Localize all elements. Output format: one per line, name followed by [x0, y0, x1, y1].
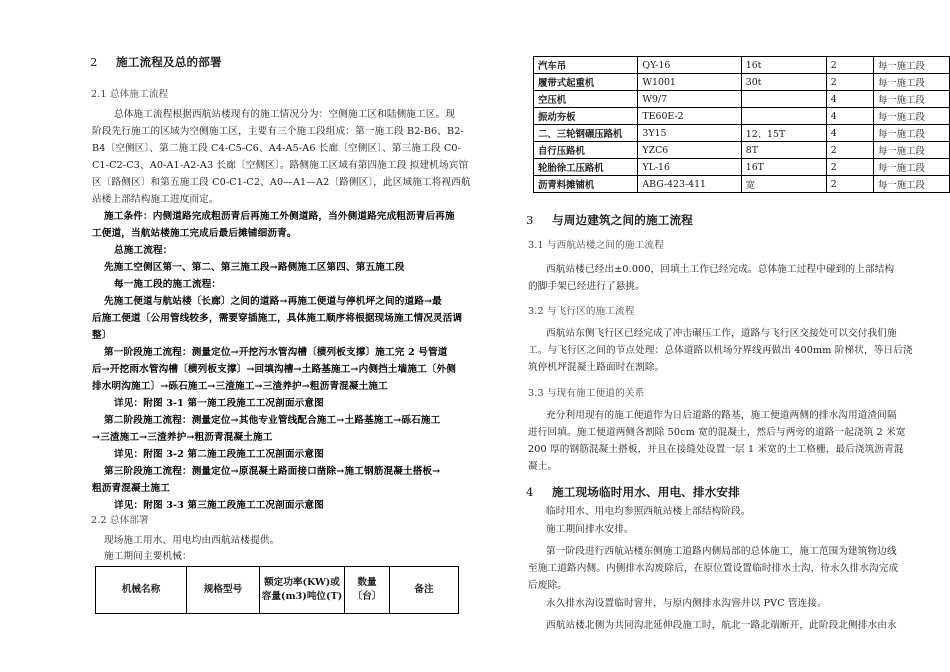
paragraph-line: 西航站东侧飞行区已经完成了冲击碾压工作，道路与飞行区交接处可以交付我们施 — [546, 328, 897, 339]
each-flow-line: 后施工便道〔公用管线较多，需要穿插施工，具体施工顺序将根据现场施工情况灵活调 — [92, 313, 463, 324]
equipment-qty: 4 — [826, 125, 873, 142]
paragraph-line: 凝土。 — [528, 461, 558, 472]
equipment-name: 自行压路机 — [534, 142, 638, 159]
paragraph-line: B4〔空侧区〕、第二施工段 C4-C5-C6、A4-A5-A6 长廊〔空侧区〕、第三施工段 C0- — [92, 143, 461, 154]
equipment-name: 沥青料摊铺机 — [534, 176, 638, 193]
paragraph-line: 站楼上部结构施工进度而定。 — [92, 194, 219, 205]
section-3-3-heading: 3.3 与现有施工便道的关系 — [528, 388, 645, 399]
paragraph-line: 第一阶段进行西航站楼东侧施工道路内侧局部的总体施工，施工范围为建筑物边线 — [546, 546, 897, 557]
equipment-note: 每一施工段 — [874, 91, 950, 108]
equipment-row — [534, 74, 950, 91]
equipment-model: ABG-423-411 — [638, 176, 741, 193]
paragraph-line: 200 厚的钢筋混凝土搭板，并且在接缝处设置一层 1 米宽的土工格栅，最后浇筑沥青混 — [528, 444, 904, 455]
paragraph-line: 施工期间主要机械： — [104, 551, 192, 562]
paragraph-line: 的脚手架已经进行了悬挑。 — [528, 281, 645, 292]
paragraph-line: 现场施工用水、用电均由西航站楼提供。 — [104, 535, 280, 546]
total-flow-label: 总施工流程： — [114, 245, 173, 256]
header-power-capacity: 额定功率(KW)或 容量(m3)吨位(T) — [260, 567, 345, 614]
equipment-row — [534, 91, 950, 108]
equipment-model: W1001 — [638, 74, 741, 91]
equipment-name: 履带式起重机 — [534, 74, 638, 91]
equipment-spec: 宽 — [741, 176, 826, 193]
see-figure-3-1: 详见：附图 3-1 第一施工段施工工况剖面示意图 — [114, 398, 324, 409]
equipment-spec — [741, 108, 826, 125]
phase1-line: 后→开挖雨水管沟槽〔横列板支撑〕→回填沟槽→土路基施工→内侧挡土墙施工〔外侧 — [92, 364, 457, 375]
paragraph-line: 阶段先行施工的区域为空侧施工区，主要有三个施工段组成：第一施工段 B2-B6、B2- — [92, 126, 464, 137]
section-number: 3 — [526, 213, 534, 227]
paragraph-line: 西航站楼北侧为共同沟北延伸段施工时，航北一路北端断开，此阶段北侧排水由永 — [546, 620, 897, 631]
section-4-heading — [526, 486, 740, 498]
equipment-spec: 16T — [741, 159, 826, 176]
header-model: 规格型号 — [187, 567, 260, 614]
equipment-model: YZC6 — [638, 142, 741, 159]
paragraph-line: 进行回填。施工便道两侧各割除 50cm 宽的混凝土，然后与两旁的道路一起浇筑 2 米宽 — [528, 427, 906, 438]
equipment-row — [534, 57, 950, 74]
section-title: 施工现场临时用水、用电、排水安排 — [552, 485, 740, 499]
phase2-line: →三渣施工→三渣养护→粗沥青混凝土施工 — [92, 432, 273, 443]
equipment-note: 每一施工段 — [874, 159, 950, 176]
phase3-line: 第三阶段施工流程：测量定位→原混凝土路面接口凿除→施工钢筋混凝土搭板→ — [104, 466, 441, 477]
header-machine-name: 机械名称 — [96, 567, 187, 614]
equipment-model: W9/7 — [638, 91, 741, 108]
see-figure-3-3: 详见：附图 3-3 第三施工段施工工况剖面示意图 — [114, 500, 324, 511]
equipment-qty: 4 — [826, 91, 873, 108]
equipment-name: 二、三轮钢碾压路机 — [534, 125, 638, 142]
equipment-qty: 4 — [826, 108, 873, 125]
equipment-qty: 2 — [826, 159, 873, 176]
equipment-qty: 2 — [826, 176, 873, 193]
equipment-note: 每一施工段 — [874, 176, 950, 193]
equipment-row — [534, 142, 950, 159]
equipment-model: TE60E-2 — [638, 108, 741, 125]
condition-line: 施工条件：内侧道路完成粗沥青后再施工外侧道路，当外侧道路完成粗沥青后再施 — [104, 211, 455, 222]
header-quantity: 数量 〔台〕 — [345, 567, 390, 614]
paragraph-line: 总体施工流程根据西航站楼现有的施工情况分为：空侧施工区和陆侧施工区。现 — [114, 109, 456, 120]
equipment-note: 每一施工段 — [874, 142, 950, 159]
section-number: 4 — [526, 485, 534, 499]
section-2-1-heading: 2.1 总体施工流程 — [91, 89, 169, 100]
equipment-model: 3Y15 — [638, 125, 741, 142]
equipment-note: 每一施工段 — [874, 108, 950, 125]
paragraph-line: 施工期间排水安排。 — [546, 524, 634, 535]
equipment-table — [533, 56, 950, 193]
phase3-line: 粗沥青混凝土施工 — [92, 483, 170, 494]
header-note: 备注 — [390, 567, 459, 614]
equipment-spec: 8T — [741, 142, 826, 159]
section-2-2-heading: 2.2 总体部署 — [91, 515, 149, 526]
total-flow: 先施工空侧区第一、第二、第三施工段→路侧施工区第四、第五施工段 — [104, 262, 405, 273]
equipment-name: 振动夯板 — [534, 108, 638, 125]
paragraph-line: C1-C2-C3、A0-A1-A2-A3 长廊〔空侧区〕。路侧施工区域有第四施工段 拟建机场宾馆 — [92, 160, 469, 171]
paragraph-line: 筑停机坪混凝土路面时在割除。 — [528, 362, 665, 373]
section-title: 与周边建筑之间的施工流程 — [552, 213, 693, 227]
equipment-note: 每一施工段 — [874, 57, 950, 74]
machinery-table-header — [95, 566, 459, 614]
paragraph-line: 区〔路侧区〕和第五施工段 C0-C1-C2、A0—A1—A2〔路侧区〕，此区域施工将视西航 — [92, 177, 471, 188]
paragraph-line: 永久排水沟设置临时窨井，与原内侧排水沟窨井以 PVC 管连接。 — [546, 598, 827, 609]
section-3-heading — [526, 214, 693, 226]
equipment-spec: 30t — [741, 74, 826, 91]
section-number: 2 — [90, 55, 98, 69]
paragraph-line: 至施工道路内侧。内侧排水沟废除后，在原位置设置临时排水土沟，待永久排水沟完成 — [528, 563, 899, 574]
section-3-1-heading: 3.1 与西航站楼之间的施工流程 — [528, 240, 664, 251]
paragraph-line: 西航站楼已经出±0.000，回填土工作已经完成。总体施工过程中碰到的上部结构 — [546, 264, 895, 275]
condition-line: 工便道，当航站楼施工完成后最后摊铺细沥青。 — [92, 228, 297, 239]
section-3-2-heading: 3.2 与飞行区的施工流程 — [528, 306, 635, 317]
paragraph-line: 临时用水、用电均参照西航站楼上部结构阶段。 — [546, 506, 751, 517]
equipment-spec — [741, 91, 826, 108]
equipment-model: YL-16 — [638, 159, 741, 176]
each-flow-line: 整〕 — [92, 330, 112, 341]
paragraph-line: 后废除。 — [528, 580, 567, 591]
equipment-note: 每一施工段 — [874, 74, 950, 91]
equipment-row — [534, 125, 950, 142]
equipment-row — [534, 108, 950, 125]
equipment-spec: 16t — [741, 57, 826, 74]
equipment-model: QY-16 — [638, 57, 741, 74]
equipment-qty: 2 — [826, 142, 873, 159]
each-flow-line: 先施工便道与航站楼〔长廊〕之间的道路→再施工便道与停机坪之间的道路→最 — [104, 296, 442, 307]
phase1-line: 排水明沟施工〕→砾石施工→三渣施工→三渣养护→粗沥青混凝土施工 — [92, 381, 388, 392]
section-title: 施工流程及总的部署 — [116, 55, 222, 69]
paragraph-line: 充分利用现有的施工便道作为日后道路的路基，施工便道两侧的排水沟用道渣间隔 — [546, 410, 897, 421]
equipment-note: 每一施工段 — [874, 125, 950, 142]
phase1-line: 第一阶段施工流程：测量定位→开挖污水管沟槽〔横列板支撑〕施工完 2 号管道 — [104, 347, 448, 358]
phase2-line: 第二阶段施工流程：测量定位→其他专业管线配合施工→土路基施工→砾石施工 — [104, 415, 441, 426]
equipment-qty: 2 — [826, 57, 873, 74]
each-flow-label: 每一施工段的施工流程： — [114, 279, 222, 290]
equipment-qty: 2 — [826, 74, 873, 91]
equipment-row — [534, 159, 950, 176]
equipment-name: 轮胎徐工压路机 — [534, 159, 638, 176]
paragraph-line: 工。与飞行区之间的节点处理：总体道路以机场分界线再做出 400mm 阶梯状，等日后浇 — [528, 345, 913, 356]
see-figure-3-2: 详见：附图 3-2 第二施工段施工工况剖面示意图 — [114, 449, 324, 460]
equipment-name: 汽车吊 — [534, 57, 638, 74]
equipment-row — [534, 176, 950, 193]
equipment-spec: 12、15T — [741, 125, 826, 142]
section-2-heading — [90, 56, 222, 68]
equipment-name: 空压机 — [534, 91, 638, 108]
